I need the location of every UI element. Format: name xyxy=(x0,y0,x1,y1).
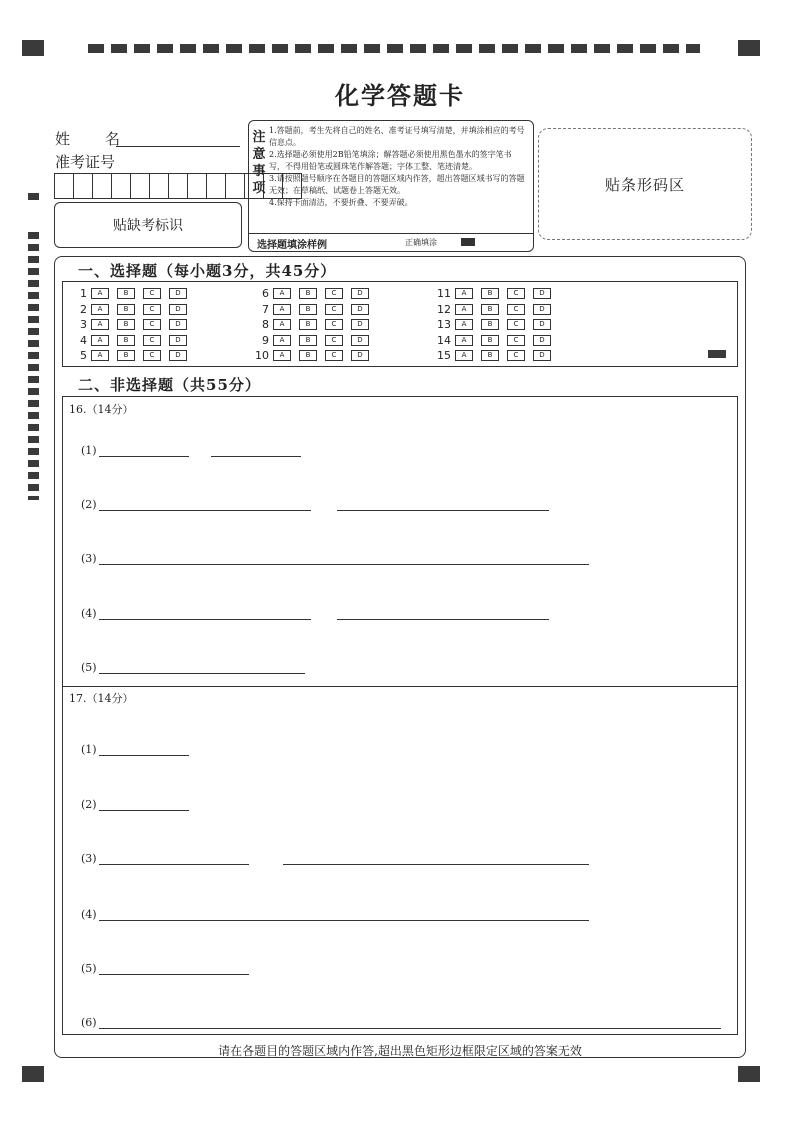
option-bubble[interactable]: C xyxy=(325,288,343,299)
q17-part-label: (1) xyxy=(81,743,97,756)
question-16-heading: 16.（14分） xyxy=(69,403,134,416)
option-bubble[interactable]: A xyxy=(91,319,109,330)
option-bubble[interactable]: C xyxy=(325,335,343,346)
option-bubble[interactable]: C xyxy=(507,350,525,361)
q16-part-label: (3) xyxy=(81,552,97,565)
barcode-label: 贴条形码区 xyxy=(604,175,685,194)
option-bubble[interactable]: C xyxy=(143,304,161,315)
option-bubble[interactable]: C xyxy=(143,319,161,330)
option-bubble[interactable]: A xyxy=(91,335,109,346)
option-bubble[interactable]: B xyxy=(299,288,317,299)
option-bubble[interactable]: A xyxy=(91,288,109,299)
mc-column xyxy=(429,286,559,364)
option-bubble[interactable]: C xyxy=(325,304,343,315)
option-bubble[interactable]: D xyxy=(351,319,369,330)
mc-column xyxy=(247,286,377,364)
option-bubble[interactable]: B xyxy=(117,288,135,299)
option-bubble[interactable]: A xyxy=(455,288,473,299)
absent-mark-area xyxy=(54,202,242,248)
option-bubble[interactable]: A xyxy=(455,304,473,315)
q17-answer-line[interactable] xyxy=(99,810,189,811)
page-title: 化学答题卡 xyxy=(335,81,465,110)
question-17-heading: 17.（14分） xyxy=(69,692,134,705)
option-bubble[interactable]: D xyxy=(351,304,369,315)
timing-mark-left-small xyxy=(28,193,39,200)
option-bubble[interactable]: B xyxy=(481,288,499,299)
question-16-box xyxy=(62,396,738,687)
mc-row: 3 A B C D xyxy=(65,317,195,333)
q17-answer-line[interactable] xyxy=(99,1028,721,1029)
mc-row: 5 A B C D xyxy=(65,348,195,364)
option-bubble[interactable]: D xyxy=(351,335,369,346)
q16-answer-line[interactable] xyxy=(99,456,189,457)
option-bubble[interactable]: D xyxy=(533,350,551,361)
option-bubble[interactable]: A xyxy=(91,350,109,361)
notes-list xyxy=(269,125,527,209)
mc-row: 15 A B C D xyxy=(429,348,559,364)
option-bubble[interactable]: D xyxy=(169,319,187,330)
option-bubble[interactable]: C xyxy=(507,304,525,315)
section2-title: 二、非选择题（共55分） xyxy=(78,376,261,394)
q16-answer-line[interactable] xyxy=(337,510,549,511)
q16-answer-line[interactable] xyxy=(99,510,311,511)
mc-row: 12 A B C D xyxy=(429,302,559,318)
notes-box xyxy=(248,120,534,252)
option-bubble[interactable]: C xyxy=(143,350,161,361)
option-bubble[interactable]: D xyxy=(169,350,187,361)
fill-sample-row xyxy=(249,233,533,251)
corner-mark-top-right xyxy=(738,40,760,56)
correct-fill-label: 正确填涂 xyxy=(405,238,437,247)
option-bubble[interactable]: B xyxy=(481,350,499,361)
q16-answer-line[interactable] xyxy=(211,456,301,457)
option-bubble[interactable]: B xyxy=(117,304,135,315)
option-bubble[interactable]: B xyxy=(117,350,135,361)
option-bubble[interactable]: C xyxy=(507,288,525,299)
option-bubble[interactable]: A xyxy=(273,288,291,299)
option-bubble[interactable]: B xyxy=(481,319,499,330)
name-field[interactable] xyxy=(116,146,240,147)
option-bubble[interactable]: D xyxy=(351,288,369,299)
fill-sample-label: 选择题填涂样例 xyxy=(257,240,327,251)
notes-heading: 注 意 事 项 xyxy=(252,130,266,196)
mc-row: 1 A B C D xyxy=(65,286,195,302)
option-bubble[interactable]: B xyxy=(481,304,499,315)
section1-title: 一、选择题（每小题3分，共45分） xyxy=(78,262,337,280)
mc-row: 9 A B C D xyxy=(247,333,377,349)
barcode-area xyxy=(538,128,752,240)
option-bubble[interactable]: A xyxy=(455,319,473,330)
mc-row: 14 A B C D xyxy=(429,333,559,349)
option-bubble[interactable]: A xyxy=(273,335,291,346)
notes-item: 2.选择题必须使用2B铅笔填涂；解答题必须使用黑色墨水的签字笔书写，不得用铅笔或圆珠笔作解答题；字体工整、笔迹清楚。 xyxy=(269,150,512,171)
q17-part-label: (4) xyxy=(81,908,97,921)
notes-item: 3.请按照题号顺序在各题目的答题区域内作答，超出答题区域书写的答题无效；在草稿纸、试题卷上答题无效。 xyxy=(269,174,525,195)
footer-note: 请在各题目的答题区域内作答,超出黑色矩形边框限定区域的答案无效 xyxy=(218,1044,582,1058)
q17-part-label: (3) xyxy=(81,852,97,865)
q17-answer-line[interactable] xyxy=(99,920,589,921)
option-bubble[interactable]: C xyxy=(143,335,161,346)
absent-mark-label: 贴缺考标识 xyxy=(113,218,183,234)
option-bubble[interactable]: B xyxy=(481,335,499,346)
mc-row: 7 A B C D xyxy=(247,302,377,318)
option-bubble[interactable]: C xyxy=(507,319,525,330)
q17-answer-line[interactable] xyxy=(99,755,189,756)
q16-part-label: (4) xyxy=(81,607,97,620)
option-bubble[interactable]: B xyxy=(117,335,135,346)
q16-answer-line[interactable] xyxy=(337,619,549,620)
exam-number-label: 准考证号 xyxy=(55,153,116,171)
option-bubble[interactable]: C xyxy=(325,350,343,361)
q17-answer-line[interactable] xyxy=(99,974,249,975)
q17-part-label: (5) xyxy=(81,962,97,975)
q16-part-label: (1) xyxy=(81,444,97,457)
option-bubble[interactable]: B xyxy=(299,319,317,330)
notes-item: 4.保持卡面清洁，不要折叠、不要弄破。 xyxy=(269,198,413,207)
mc-row: 11 A B C D xyxy=(429,286,559,302)
option-bubble[interactable]: A xyxy=(273,350,291,361)
option-bubble[interactable]: D xyxy=(169,288,187,299)
option-bubble[interactable]: B xyxy=(299,335,317,346)
option-bubble[interactable]: B xyxy=(117,319,135,330)
corner-mark-top-left xyxy=(22,40,44,56)
correct-fill-sample xyxy=(461,238,475,246)
option-bubble[interactable]: D xyxy=(351,350,369,361)
timing-marks-left xyxy=(28,232,39,500)
name-label: 姓 名 xyxy=(55,130,131,148)
option-bubble[interactable]: A xyxy=(273,319,291,330)
option-bubble[interactable]: D xyxy=(533,304,551,315)
option-bubble[interactable]: D xyxy=(169,304,187,315)
corner-mark-bottom-left xyxy=(22,1066,44,1082)
mc-row: 10 A B C D xyxy=(247,348,377,364)
q17-part-label: (6) xyxy=(81,1016,97,1029)
q17-answer-line[interactable] xyxy=(99,864,249,865)
corner-mark-bottom-right xyxy=(738,1066,760,1082)
q16-answer-line[interactable] xyxy=(99,564,589,565)
q17-answer-line[interactable] xyxy=(283,864,589,865)
timing-marks-top xyxy=(88,44,700,53)
q16-part-label: (5) xyxy=(81,661,97,674)
q16-answer-line[interactable] xyxy=(99,619,311,620)
option-bubble[interactable]: A xyxy=(455,335,473,346)
option-bubble[interactable]: B xyxy=(299,350,317,361)
option-bubble[interactable]: D xyxy=(533,288,551,299)
option-bubble[interactable]: C xyxy=(143,288,161,299)
option-bubble[interactable]: C xyxy=(325,319,343,330)
q17-part-label: (2) xyxy=(81,798,97,811)
option-bubble[interactable]: B xyxy=(299,304,317,315)
mc-row: 4 A B C D xyxy=(65,333,195,349)
mc-row: 13 A B C D xyxy=(429,317,559,333)
q16-part-label: (2) xyxy=(81,498,97,511)
option-bubble[interactable]: A xyxy=(91,304,109,315)
mc-row: 6 A B C D xyxy=(247,286,377,302)
mc-row: 2 A B C D xyxy=(65,302,195,318)
multiple-choice-grid xyxy=(62,281,738,367)
mc-column xyxy=(65,286,195,364)
option-bubble[interactable]: A xyxy=(273,304,291,315)
option-bubble[interactable]: D xyxy=(169,335,187,346)
notes-item: 1.答题前，考生先将自己的姓名、准考证号填写清楚，并填涂相应的考号信息点。 xyxy=(269,126,525,147)
option-bubble[interactable]: D xyxy=(533,335,551,346)
option-bubble[interactable]: C xyxy=(507,335,525,346)
question-17-box xyxy=(62,686,738,1035)
q16-answer-line[interactable] xyxy=(99,673,305,674)
option-bubble[interactable]: A xyxy=(455,350,473,361)
mc-row: 8 A B C D xyxy=(247,317,377,333)
option-bubble[interactable]: D xyxy=(533,319,551,330)
